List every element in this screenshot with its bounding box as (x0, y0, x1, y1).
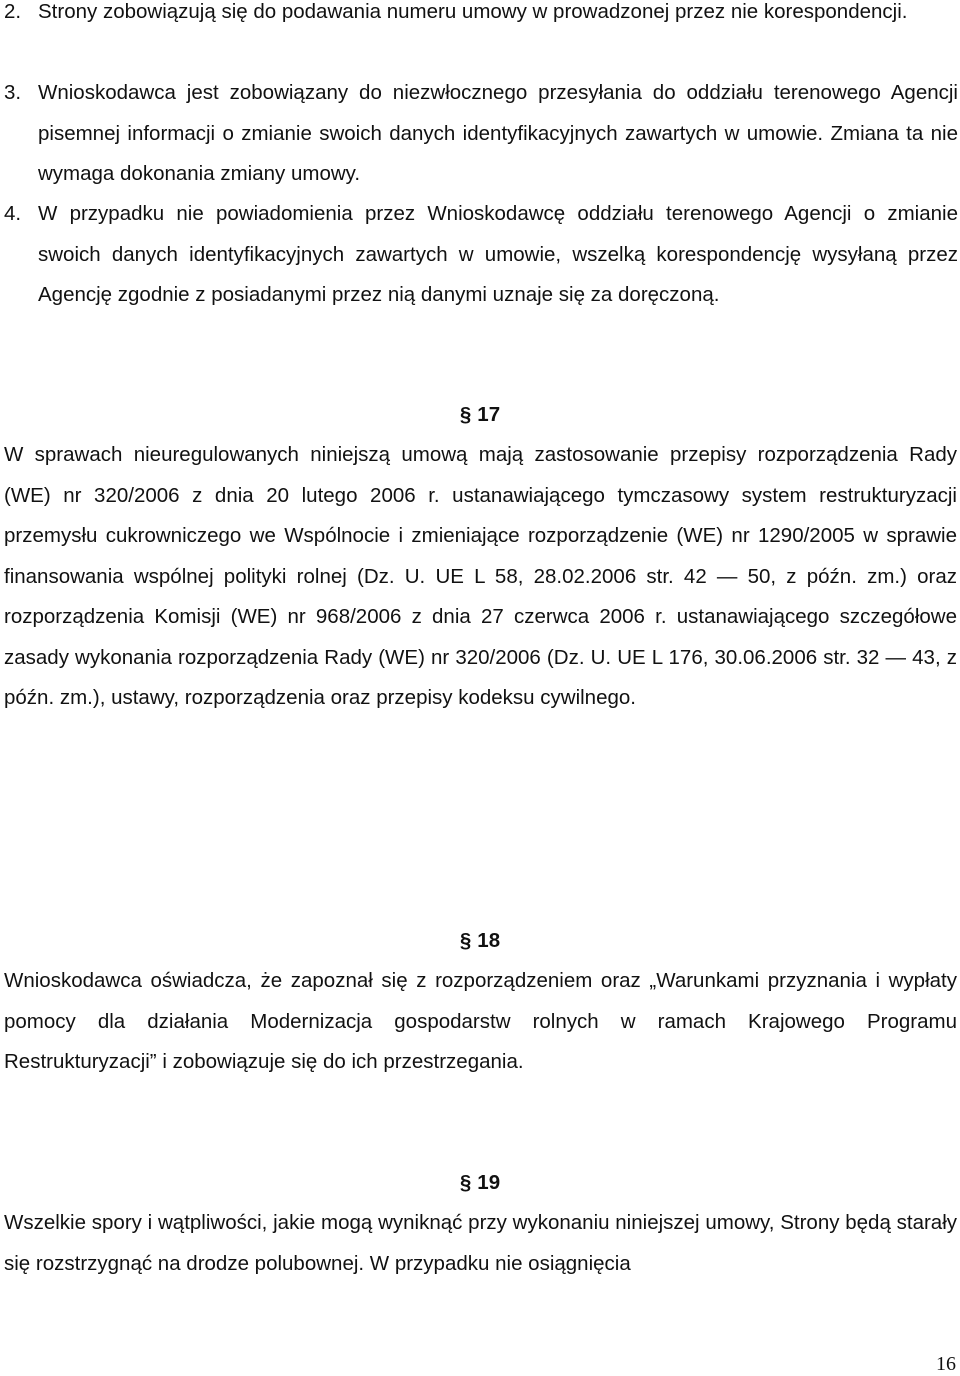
list-item-4 (0, 194, 958, 316)
section-heading-19 (0, 1171, 960, 1195)
list-item-2 (0, 0, 958, 33)
section-heading-17 (0, 403, 960, 427)
page-number: 16 (936, 1353, 956, 1375)
section-number: 18 (477, 929, 501, 952)
section-18-text: Wnioskodawca oświadcza, że zapoznał się z rozporządzeniem oraz „Warunkami przyznania i wypłaty pomocy dla działania Modernizacja gospodarstw rolnych w ramach Krajowego Programu Restrukturyzacji” i zobowiązuje się do ich przestrzegania. (4, 969, 957, 1073)
list-item-number: 4. (4, 202, 22, 225)
list-item-text: W przypadku nie powiadomienia przez Wnioskodawcę oddziału terenowego Agencji o zmianie swoich danych identyfikacyjnych zawartych w umowie, wszelką korespondencję wysyłaną przez Agencję zgodnie z posiadanymi przez nią danymi uznaje się za doręczoną. (38, 202, 958, 306)
list-item-number: 2. (4, 0, 22, 23)
section-heading-18 (0, 929, 960, 953)
section-number: 17 (477, 403, 501, 426)
list-item-text: Wnioskodawca jest zobowiązany do niezwłocznego przesyłania do oddziału terenowego Agencji pisemnej informacji o zmianie swoich danych identyfikacyjnych zawartych w umowie. Zmiana ta nie wymaga dokonania zmiany umowy. (38, 81, 958, 185)
list-item-text: Strony zobowiązują się do podawania numeru umowy w prowadzonej przez nie korespondencji. (38, 0, 908, 23)
list-item-3 (0, 73, 958, 195)
paragraph-symbol: § (459, 403, 472, 426)
section-number: 19 (477, 1171, 501, 1194)
paragraph-symbol: § (459, 929, 472, 952)
section-19-text: Wszelkie spory i wątpliwości, jakie mogą wyniknąć przy wykonaniu niniejszej umowy, Strony będą starały się rozstrzygnąć na drodze polubownej. W przypadku nie osiągnięcia (4, 1211, 957, 1275)
list-item-number: 3. (4, 81, 22, 104)
paragraph-symbol: § (459, 1171, 472, 1194)
section-17-text: W sprawach nieuregulowanych niniejszą umową mają zastosowanie przepisy rozporządzenia Rady (WE) nr 320/2006 z dnia 20 lutego 2006 r. ustanawiającego tymczasowy system restrukturyzacji przemysłu cukrowniczego we Wspólnocie i zmieniające rozporządzenie (WE) nr 1290/2005 w sprawie finansowania wspólnej polityki rolnej (Dz. U. UE L 58, 28.02.2006 str. 42 — 50, z późn. zm.) oraz rozporządzenia Komisji (WE) nr 968/2006 z dnia 27 czerwca 2006 r. ustanawiającego szczegółowe zasady wykonania rozporządzenia Rady (WE) nr 320/2006 (Dz. U. UE L 176, 30.06.2006 str. 32 — 43, z późn. zm.), ustawy, rozporządzenia oraz przepisy kodeksu cywilnego. (4, 443, 957, 709)
